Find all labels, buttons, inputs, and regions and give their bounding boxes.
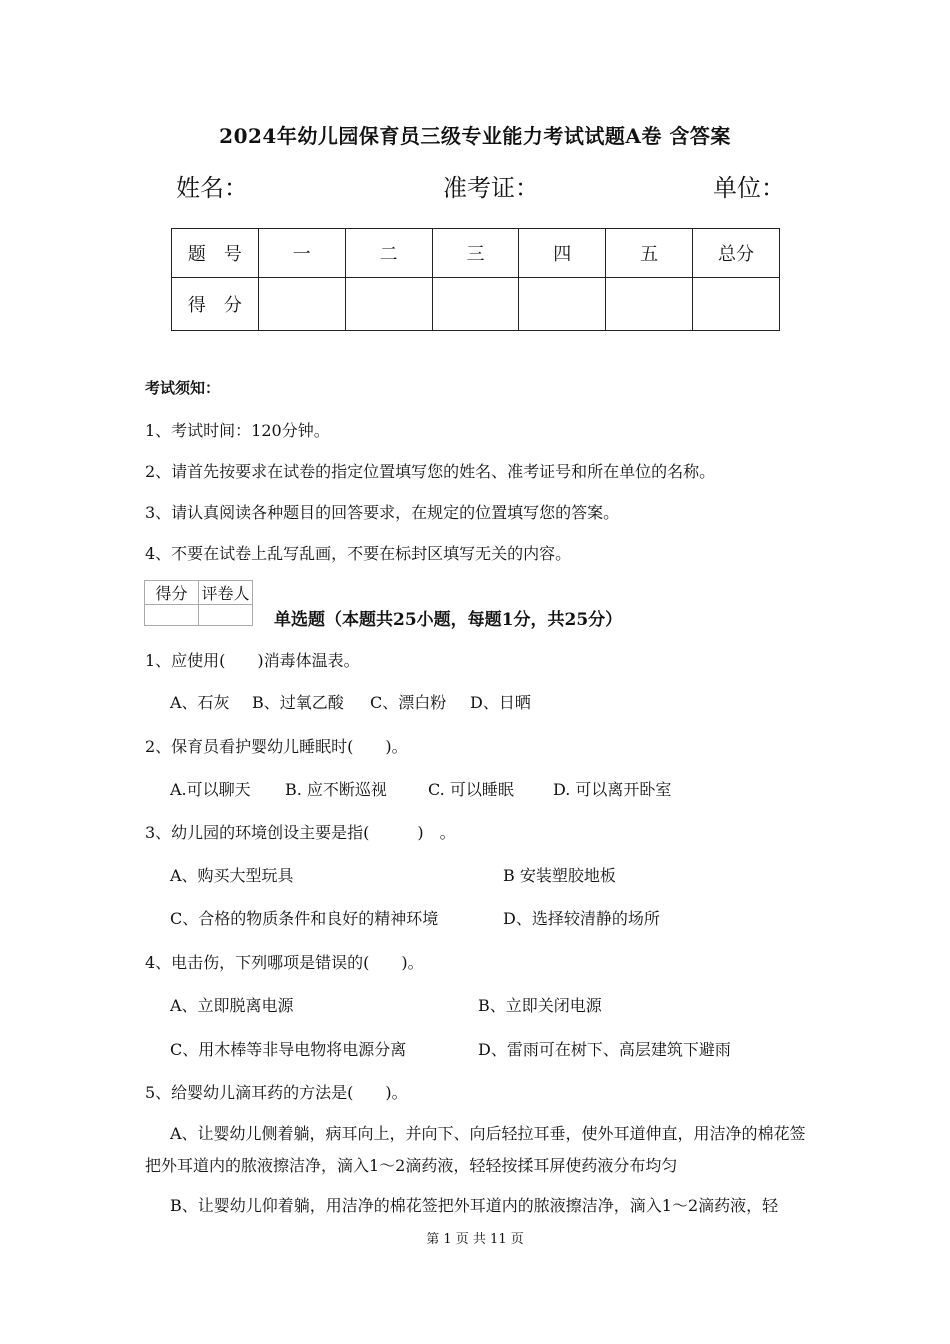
question-4: 4、电击伤，下列哪项是错误的( )。 [145,953,424,972]
score-header-cell: 题 号 [172,229,259,278]
question-4-option-b: B、立即关闭电源 [478,996,602,1015]
notice-item: 2、请首先按要求在试卷的指定位置填写您的姓名、准考证号和所在单位的名称。 [145,462,716,481]
exam-title: 2024年幼儿园保育员三级专业能力考试试题A卷 含答案 [219,124,731,148]
score-cell [693,278,780,331]
question-4-option-d: D、雷雨可在树下、高层建筑下避雨 [478,1040,731,1059]
name-label: 姓名： [176,174,248,202]
question-3-option-d: D、选择较清静的场所 [503,909,660,928]
score-cell [432,278,519,331]
score-cell [258,278,345,331]
question-1: 1、应使用( )消毒体温表。 [145,651,360,670]
score-header-cell: 二 [345,229,432,278]
question-1-option-c: C、漂白粉 [370,693,447,712]
question-2-option-c: C. 可以睡眠 [428,780,514,799]
score-cell [606,278,693,331]
score-table-header-row [172,229,780,278]
question-5-option-b: B、让婴幼儿仰着躺，用洁净的棉花签把外耳道内的脓液擦洁净，滴入1～2滴药液，轻 [170,1196,779,1215]
question-3-option-b: B 安装塑胶地板 [503,866,616,885]
question-2: 2、保育员看护婴幼儿睡眠时( )。 [145,737,408,756]
score-header-cell: 一 [258,229,345,278]
question-3-option-c: C、合格的物质条件和良好的精神环境 [170,909,439,928]
score-row-label: 得 分 [172,278,259,331]
score-header-cell: 总分 [693,229,780,278]
section-title: 单选题（本题共25小题，每题1分，共25分） [274,610,623,630]
grader-name-label: 评卷人 [199,581,253,605]
question-4-option-a: A、立即脱离电源 [170,996,294,1015]
question-3: 3、幼儿园的环境创设主要是指( ) 。 [145,823,456,842]
grader-score-cell [145,605,199,626]
score-cell [345,278,432,331]
notice-item: 4、不要在试卷上乱写乱画，不要在标封区填写无关的内容。 [145,544,572,563]
score-header-cell: 五 [606,229,693,278]
notice-item: 1、考试时间：120分钟。 [145,421,330,440]
notice-item: 3、请认真阅读各种题目的回答要求，在规定的位置填写您的答案。 [145,503,620,522]
question-5: 5、给婴幼儿滴耳药的方法是( )。 [145,1083,408,1102]
grader-score-label: 得分 [145,581,199,605]
candidate-info-row [0,168,950,204]
score-header-cell: 三 [432,229,519,278]
score-header-cell: 四 [519,229,606,278]
exam-id-label: 准考证： [443,174,539,202]
question-3-option-a: A、购买大型玩具 [170,866,294,885]
score-table-score-row [172,278,780,331]
notice-heading: 考试须知： [145,379,221,397]
question-2-option-b: B. 应不断巡视 [285,780,387,799]
grader-table [144,580,253,626]
question-1-option-d: D、日晒 [470,693,531,712]
unit-label: 单位： [713,174,785,202]
question-5-option-a: A、让婴幼儿侧着躺，病耳向上，并向下、向后轻拉耳垂，使外耳道伸直，用洁净的棉花签把外耳道内的脓液擦洁净，滴入1～2滴药液，轻轻按揉耳屏使药液分布均匀 [145,1124,806,1175]
question-2-option-a: A.可以聊天 [170,780,251,799]
question-4-option-c: C、用木棒等非导电物将电源分离 [170,1040,407,1059]
question-1-option-b: B、过氧乙酸 [252,693,344,712]
question-2-option-d: D. 可以离开卧室 [553,780,672,799]
grader-name-cell [199,605,253,626]
page-footer: 第 1 页 共 11 页 [426,1232,524,1247]
score-cell [519,278,606,331]
score-table [171,228,780,331]
question-1-option-a: A、石灰 [170,693,230,712]
